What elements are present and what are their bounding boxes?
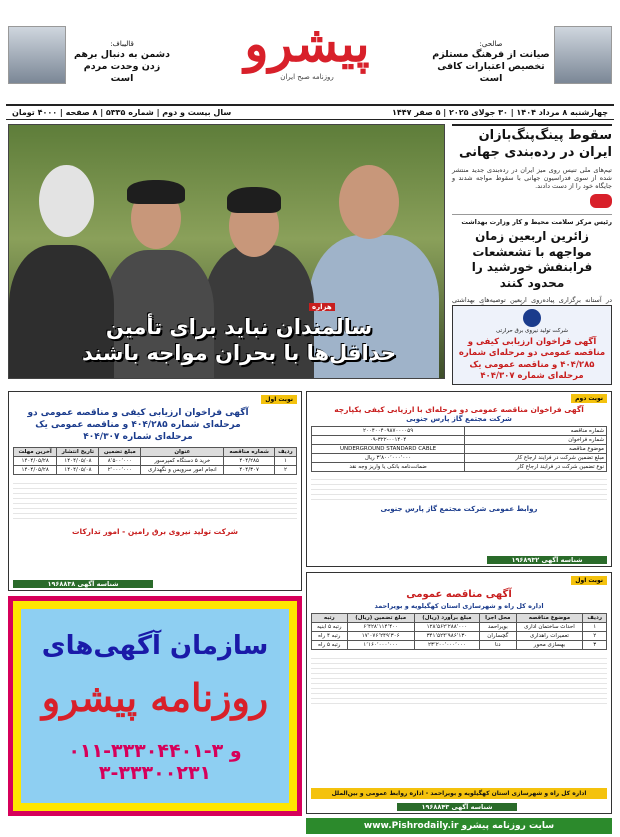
ad-company: شرکت تولید نیروی برق حرارتی (495, 328, 568, 334)
ad-company: شرکت مجتمع گاز پارس جنوبی (406, 415, 512, 424)
th: ردیف (274, 448, 296, 457)
table-row: شماره مناقصه ۲۰۰۴۰۰۴۰۹۸۷۰۰۰۰۵۹ (312, 427, 607, 436)
logo-subtitle: روزنامه صبح ایران (280, 73, 334, 81)
ad-tender-right-top[interactable] (452, 305, 612, 385)
story1-title[interactable]: سقوط پینگ‌پنگ‌بازان ایران در رده‌بندی جهانی (452, 124, 612, 162)
story2-body: در آستانه برگزاری پیاده‌روی اربعین توصیه‌های بهداشتی (452, 295, 612, 304)
lead-photo[interactable] (8, 124, 445, 379)
website-bar[interactable]: www.Pishrodaily.ir سایت روزنامه پیشرو (306, 818, 612, 834)
big-ad-line2: روزنامه پیشرو (41, 675, 269, 720)
ad-title[interactable]: آگهی فراخوان ارزیابی کیفی و مناقصه عمومی دو مرحله‌ای شماره ۴۰۴/۲۸۵ و مناقصه عمومی یک مرحله‌ای شماره ۴۰۴/۳۰۷ (458, 336, 606, 382)
ad-title[interactable]: آگهی فراخوان مناقصه عمومی دو مرحله‌ای با ارزیابی کیفی یکپارچه (334, 405, 584, 414)
ad-title[interactable]: آگهی مناقصه عمومی (406, 589, 512, 600)
ad-contact: روابط عمومی شرکت مجتمع گاز پارس جنوبی (380, 505, 538, 514)
tender-table: ردیف موضوع مناقصه محل اجرا مبلغ برآورد (ریال) مبلغ تضمین (ریال) رتبه ۱ احداث ساختمان اداری بویراحمد ۱۲۸٬۵۶۲٬۲۸۸٬۰۰۰ ۶٬۴۲۸٬۱۱۴٬۴۰۰ رتبه ۵ ابنیه ۲ تعمیرات راهداری گچساران ۳۴۱٬۵۲۴٬۹۸۶٬۱۳۰ ۱۷٬۰۷۶٬۲۴۹٬۳۰۶ رتبه ۴ راه ۳ بهسازی محور دنا ۲۳٬۲۰۰٬۰۰۰٬۰۰۰ ۱٬۱۶۰٬۰۰۰٬۰۰۰ رتبه ۵ راه (311, 613, 607, 650)
ad-title[interactable]: آگهی فراخوان ارزیابی کیفی و مناقصه عمومی دو مرحله‌ای شماره ۴۰۴/۲۸۵ و مناقصه عمومی یک مرحله‌ای شماره ۴۰۴/۳۰۷ (27, 408, 249, 443)
lead-headline-1[interactable]: سالمندان نباید برای تأمین (105, 315, 373, 339)
ad-id: شناسه آگهی ۱۹۶۸۸۴۳ (397, 803, 517, 811)
table-row: ۲ تعمیرات راهداری گچساران ۳۴۱٬۵۲۴٬۹۸۶٬۱۳۰ ۱۷٬۰۷۶٬۲۴۹٬۳۰۶ رتبه ۴ راه (312, 631, 607, 640)
pishro-mark-icon (590, 194, 612, 208)
right-kicker: صالحی: (479, 40, 503, 48)
issue-line: سال بیست و دوم | شماره ۵۳۳۵ | ۸ صفحه | ۴۰۰۰ تومان (12, 108, 232, 117)
big-ad-phones[interactable]: ۰۱۱-۳۳۳۰۴۴۰۱-۳ و ۳۳۳۰۰۲۳۱-۳ (68, 740, 242, 784)
table-row: نوع تضمین شرکت در فرایند ارجاع کار ضمانت‌نامه بانکی یا واریز وجه نقد (312, 463, 607, 472)
table-row: ۳ بهسازی محور دنا ۲۳٬۲۰۰٬۰۰۰٬۰۰۰ ۱٬۱۶۰٬۰۰۰٬۰۰۰ رتبه ۵ راه (312, 640, 607, 649)
story1-body: تیم‌های ملی تنیس روی میز ایران در رده‌بندی جدید منتشر شده از سوی فدراسیون جهانی با سقوط مواجه شدند و جایگاه خود را از دست دادند. (452, 165, 612, 191)
table-row: مبلغ تضمین شرکت در فرایند ارجاع کار ۳٬۸۰۰٬۰۰۰٬۰۰۰ ریال (312, 454, 607, 463)
table-row: شماره فراخوان ۰۹-۳۲۲-۰۰۱۴۰۴ (312, 436, 607, 445)
big-ad-line1: سازمان آگهی‌های (41, 631, 269, 661)
table-row: ۲ ۴۰۴/۳۰۷ انجام امور سرویس و نگهداری ۲٬۰۰۰٬۰۰۰ ۱۴۰۴/۰۵/۰۸ ۱۴۰۴/۰۵/۲۸ (14, 466, 297, 475)
masthead (0, 0, 620, 102)
th: آخرین مهلت (14, 448, 57, 457)
portrait-right (554, 26, 612, 84)
ad-fine-print (311, 654, 607, 708)
company-logo-icon (523, 309, 541, 327)
tender-table (13, 447, 297, 475)
ad-tag: نوبت اول (571, 576, 607, 585)
lead-headline-2[interactable]: حداقل‌ها با بحران مواجه باشند (82, 341, 396, 365)
right-headline[interactable]: صیانت از فرهنگ مستلزم تخصیص اعتبارات کافی است (432, 48, 550, 84)
newspaper-logo[interactable]: پیشرو (244, 14, 370, 73)
th: تاریخ انتشار (57, 448, 99, 457)
ad-newspaper-office[interactable] (8, 596, 302, 816)
ad-fine-print (13, 479, 297, 523)
ad-tender-road[interactable] (306, 572, 612, 814)
th: شماره مناقصه (224, 448, 274, 457)
left-headline[interactable]: دشمن به دنبال برهم زدن وحدت مردم است (73, 48, 171, 84)
ad-tender-left[interactable] (8, 391, 302, 591)
date-line: چهارشنبه ۸ مرداد ۱۴۰۴ | ۳۰ جولای ۲۰۲۵ | ۵ صفر ۱۴۴۷ (392, 108, 608, 117)
story2-title[interactable]: زائرین اربعین زمان مواجهه با تشعشعات فرابنفش خورشید را محدود کنند (471, 229, 593, 291)
ad-fine-print (311, 475, 607, 503)
ad-id: شناسه آگهی ۱۹۶۸۹۳۲ (487, 556, 607, 564)
portrait-left (8, 26, 66, 84)
ad-org: اداره کل راه و شهرسازی استان کهگیلویه و بویراحمد (374, 601, 544, 610)
story2-kicker: رئیس مرکز سلامت محیط و کار وزارت بهداشت (452, 214, 612, 226)
lead-kicker: هزاره (309, 303, 335, 311)
ad-tag: نوبت اول (261, 395, 297, 404)
left-kicker: قالیباف: (110, 40, 134, 48)
ad-tag: نوبت دوم (571, 394, 607, 403)
date-bar (6, 104, 614, 120)
ad-company: شرکت تولید نیروی برق رامین - امور تدارکات (71, 527, 239, 537)
tender-table (311, 426, 607, 472)
table-row: ۱ ۴۰۴/۲۸۵ خرید ۵ دستگاه کمپرسور ۸٬۵۰۰٬۰۰۰ ۱۴۰۴/۰۵/۰۸ ۱۴۰۴/۰۵/۲۸ (14, 457, 297, 466)
ad-id: شناسه آگهی ۱۹۶۸۸۳۸ (13, 580, 153, 588)
ad-footer-org: اداره کل راه و شهرسازی استان کهگیلویه و بویراحمد - اداره روابط عمومی و بین‌الملل (311, 788, 607, 799)
th: مبلغ تضمین (99, 448, 141, 457)
table-row: موضوع مناقصه UNDERGROUND STANDARD CABLE (312, 445, 607, 454)
th: عنوان (141, 448, 224, 457)
table-row: ۱ احداث ساختمان اداری بویراحمد ۱۲۸٬۵۶۲٬۲۸۸٬۰۰۰ ۶٬۴۲۸٬۱۱۴٬۴۰۰ رتبه ۵ ابنیه (312, 622, 607, 631)
ad-tender-right[interactable] (306, 391, 612, 567)
